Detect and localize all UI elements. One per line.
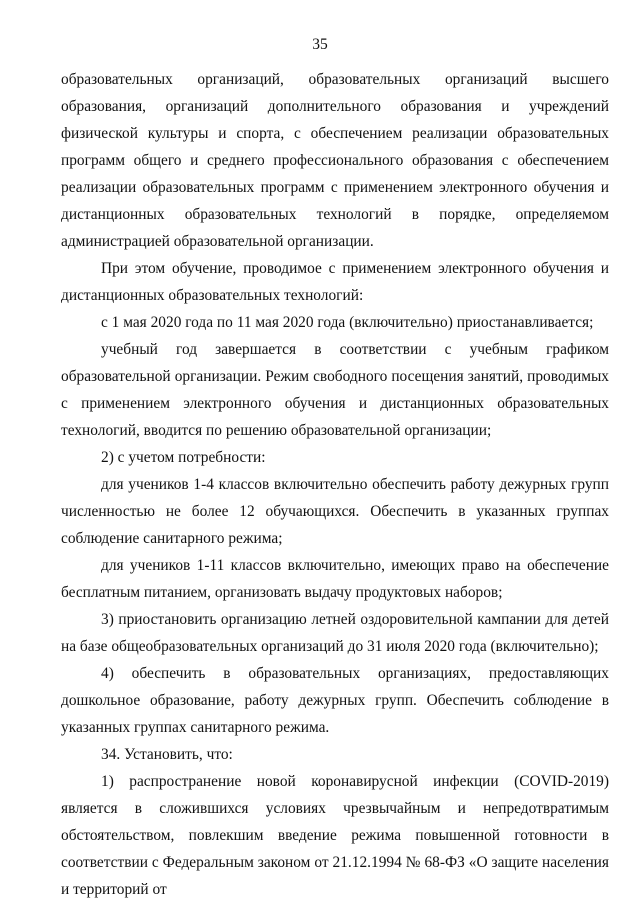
paragraph-covid-item: 1) распространение новой коронавирусной инфекции (COVID-2019) является в сложившихся условиях чрезвычайным и непредотвратимым обстоятельством, повлекшим введение режима повышенной готовности в соответствии с Федеральным законом от 21.12.1994 № 68-ФЗ «О защите населения и территорий от — [61, 773, 609, 898]
paragraph-duty-groups: для учеников 1-4 классов включительно обеспечить работу дежурных групп численностью не более 12 обучающихся. Обеспечить в указанных группах соблюдение санитарного режима; — [61, 476, 609, 547]
paragraph-item-4: 4) обеспечить в образовательных организациях, предоставляющих дошкольное образование, работу дежурных групп. Обеспечить соблюдение в указанных группах санитарного режима. — [61, 665, 609, 736]
paragraph-training-note: При этом обучение, проводимое с применением электронного обучения и дистанционных образовательных технологий: — [61, 260, 609, 304]
paragraph-item-3: 3) приостановить организацию летней оздоровительной кампании для детей на базе общеобразовательных организаций до 31 июля 2020 года (включительно); — [61, 611, 609, 655]
document-body — [61, 66, 609, 903]
paragraph-suspension-dates: с 1 мая 2020 года по 11 мая 2020 года (включительно) приостанавливается; — [101, 314, 594, 331]
paragraph-food-sets: для учеников 1-11 классов включительно, имеющих право на обеспечение бесплатным питанием, организовать выдачу продуктовых наборов; — [61, 557, 609, 601]
paragraph-item-34: 34. Установить, что: — [101, 746, 233, 763]
page-number: 35 — [312, 36, 328, 53]
paragraph-continuation: образовательных организаций, образовательных организаций высшего образования, организаций дополнительного образования и учреждений физической культуры и спорта, с обеспечением реализации образовательных программ общего и среднего профессионального образования с обеспечением реализации образовательных программ с применением электронного обучения и дистанционных образовательных технологий в порядке, определяемом администрацией образовательной организации. — [61, 71, 609, 250]
paragraph-item-2: 2) с учетом потребности: — [101, 449, 266, 466]
paragraph-school-year: учебный год завершается в соответствии с учебным графиком образовательной организации. Режим свободного посещения занятий, проводимых с применением электронного обучения и дистанционных образовательных технологий, вводится по решению образовательной организации; — [61, 341, 609, 439]
